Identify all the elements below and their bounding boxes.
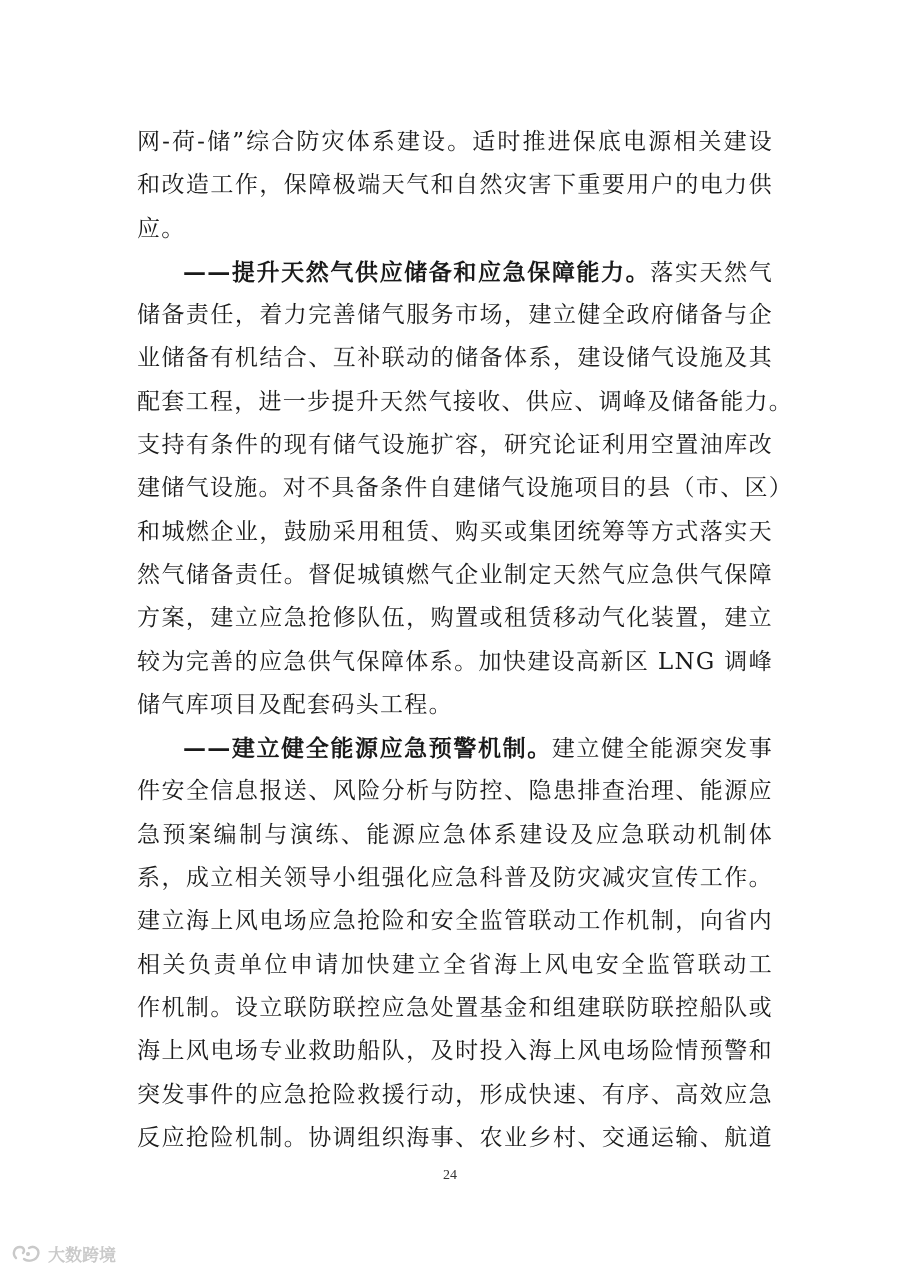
text-line: 储气库项目及配套码头工程。 bbox=[137, 691, 453, 718]
text-line: 然气储备责任。督促城镇燃气企业制定天然气应急供气保障 bbox=[137, 561, 773, 588]
text-line: 支持有条件的现有储气设施扩容，研究论证利用空置油库改 bbox=[137, 432, 773, 459]
text-line: 方案，建立应急抢修队伍，购置或租赁移动气化装置，建立 bbox=[137, 605, 773, 632]
text-line: 建储气设施。对不具备条件自建储气设施项目的县（市、区） bbox=[137, 475, 794, 502]
section-heading: ——建立健全能源应急预警机制。 bbox=[183, 735, 552, 763]
text-line: 件安全信息报送、风险分析与防控、隐患排查治理、能源应 bbox=[137, 778, 773, 805]
text-line: 海上风电场专业救助船队，及时投入海上风电场险情预警和 bbox=[137, 1038, 773, 1065]
text-line: 网-荷-储”综合防灾体系建设。适时推进保底电源相关建设 bbox=[137, 129, 773, 155]
text-line: 作机制。设立联防联控应急处置基金和组建联防联控船队或 bbox=[137, 994, 773, 1021]
text-line: 突发事件的应急抢险救援行动，形成快速、有序、高效应急 bbox=[137, 1081, 773, 1108]
text-line: 和城燃企业，鼓励采用租赁、购买或集团统筹等方式落实天 bbox=[137, 518, 773, 545]
body-text bbox=[137, 121, 794, 1160]
watermark-logo-icon bbox=[10, 1242, 44, 1264]
text-line: 储备责任，着力完善储气服务市场，建立健全政府储备与企 bbox=[137, 302, 773, 329]
watermark-text: 大数跨境 bbox=[48, 1245, 116, 1266]
text-line: 相关负责单位申请加快建立全省海上风电安全监管联动工 bbox=[137, 951, 773, 978]
section-heading: ——提升天然气供应储备和应急保障能力。 bbox=[183, 258, 651, 286]
text-line: 较为完善的应急供气保障体系。加快建设高新区 LNG 调峰 bbox=[137, 648, 773, 675]
page-number: 24 bbox=[443, 1168, 457, 1183]
section-heading-line bbox=[137, 727, 773, 770]
watermark bbox=[10, 1240, 116, 1266]
text-line: 建立海上风电场应急抢险和安全监管联动工作机制，向省内 bbox=[137, 908, 773, 935]
text-line: 系，成立相关领导小组强化应急科普及防灾减灾宣传工作。 bbox=[137, 865, 773, 892]
text-line: 反应抢险机制。协调组织海事、农业乡村、交通运输、航道 bbox=[137, 1124, 773, 1151]
text-line: 应。 bbox=[137, 215, 186, 242]
section-heading-line bbox=[137, 251, 773, 294]
text-line: 急预案编制与演练、能源应急体系建设及应急联动机制体 bbox=[137, 821, 773, 848]
text-line: 业储备有机结合、互补联动的储备体系，建设储气设施及其 bbox=[137, 345, 773, 372]
section-heading-rest: 建立健全能源突发事 bbox=[551, 736, 773, 763]
text-line: 和改造工作，保障极端天气和自然灾害下重要用户的电力供 bbox=[137, 172, 773, 199]
section-heading-rest: 落实天然气 bbox=[650, 259, 774, 286]
text-line: 配套工程，进一步提升天然气接收、供应、调峰及储备能力。 bbox=[137, 388, 794, 415]
